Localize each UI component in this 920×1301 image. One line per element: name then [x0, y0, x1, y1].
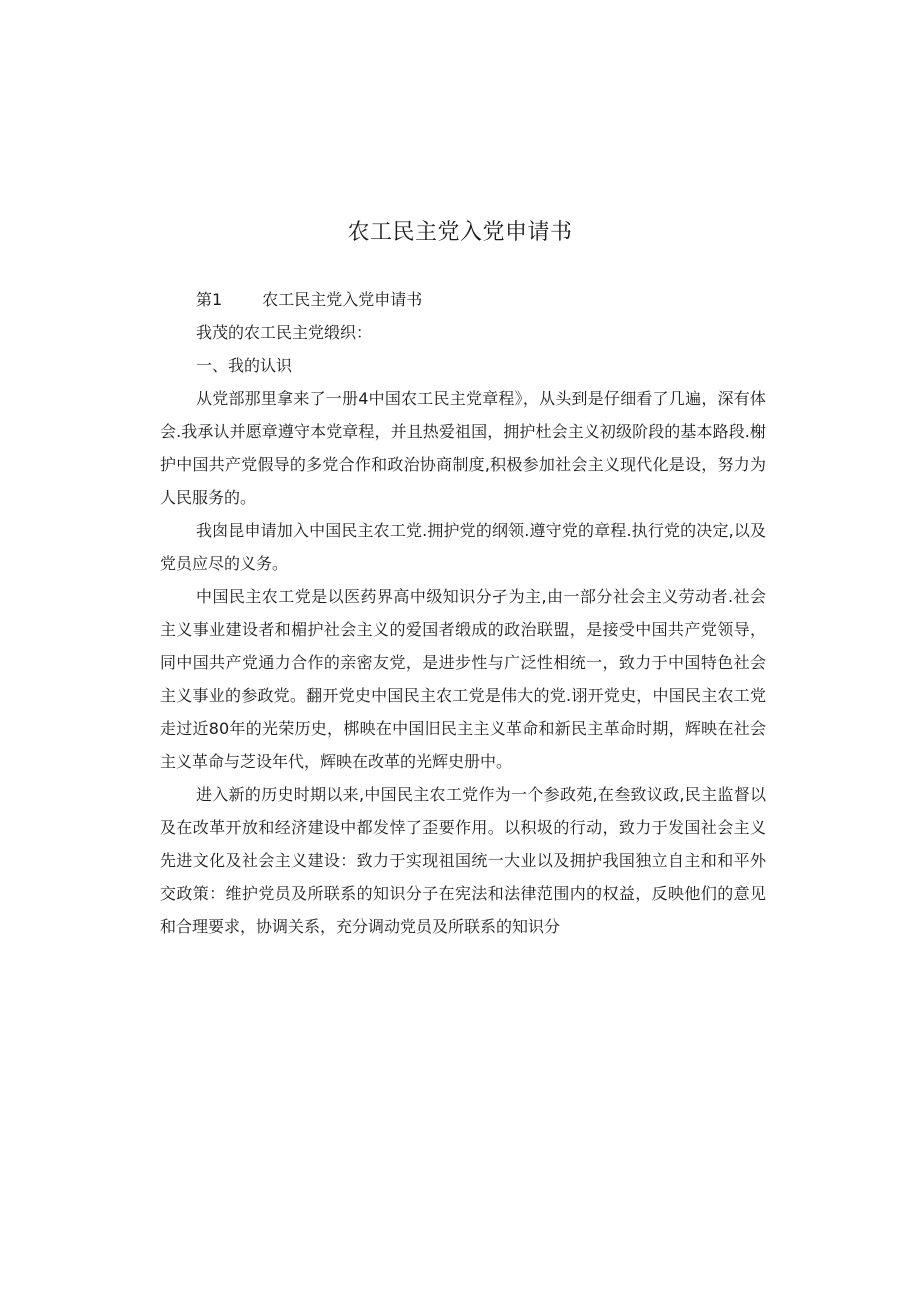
- section-heading: 一、我的认识: [196, 356, 293, 375]
- paragraph-4: 进入新的历史时期以来,中国民主农工党作为一个参政苑,在叁致议政,民主监督以及在改革开放和经济建设中都发悻了歪要作用。以积圾的行动，致力于发国社会主义先进文化及社会主义建设：致力于实现祖国统一大业以及拥护我国独立自主和和平外交政策：维护党员及所联系的知识分子在宪法和法律范围内的权益，反映他们的意见和合理要求，协调关系，充分调动党员及所联系的知识分: [160, 785, 766, 936]
- subheading-text: 农工民主党入党申请书: [262, 290, 423, 309]
- document-body: [160, 283, 766, 943]
- subheading-line: [160, 283, 766, 316]
- paragraph-1: 从党部那里拿来了一册4中国农工民主党章程》，从头到是仔细看了几遍，深有体会.我承认并愿章遵守本党章程，并且热爱祖国，拥护杜会主义初级阶段的基本路段.榭护中国共产党假导的多党合作和政治协商制度,积极参加社会主义现代化是设，努力为人民服务的。: [160, 389, 766, 507]
- document-title: 农工民主党入党申请书: [347, 220, 573, 245]
- paragraph-3: 中国民主农工党是以医药界高中级知识分孑为主,由一部分社会主义劳动者.社会主义事业建设者和楣护社会主义的爱国者缎成的政治联盟，是接受中国共产党领导，同中国共产党通力合作的亲密友党，是进步性与广泛性相统一，致力于中国特色社会主义事业的参政党。翻开党史中国民主农工党是伟大的党.诩开党史，中国民主农工党走过近80年的光荣历史，梆映在中国旧民主主义革命和新民主革命时期，辉映在社会主义革命与芝设年代，辉映在改革的光辉史册中。: [160, 587, 766, 771]
- paragraph-2: 我囱昆申请加入中国民主农工党.拥护党的纲领.遵守党的章程.执行党的决定,以及党员应尽的义务。: [160, 521, 766, 573]
- subheading-number: 第1: [196, 290, 223, 309]
- salutation: 我茂的农工民主党缎织：: [196, 323, 373, 342]
